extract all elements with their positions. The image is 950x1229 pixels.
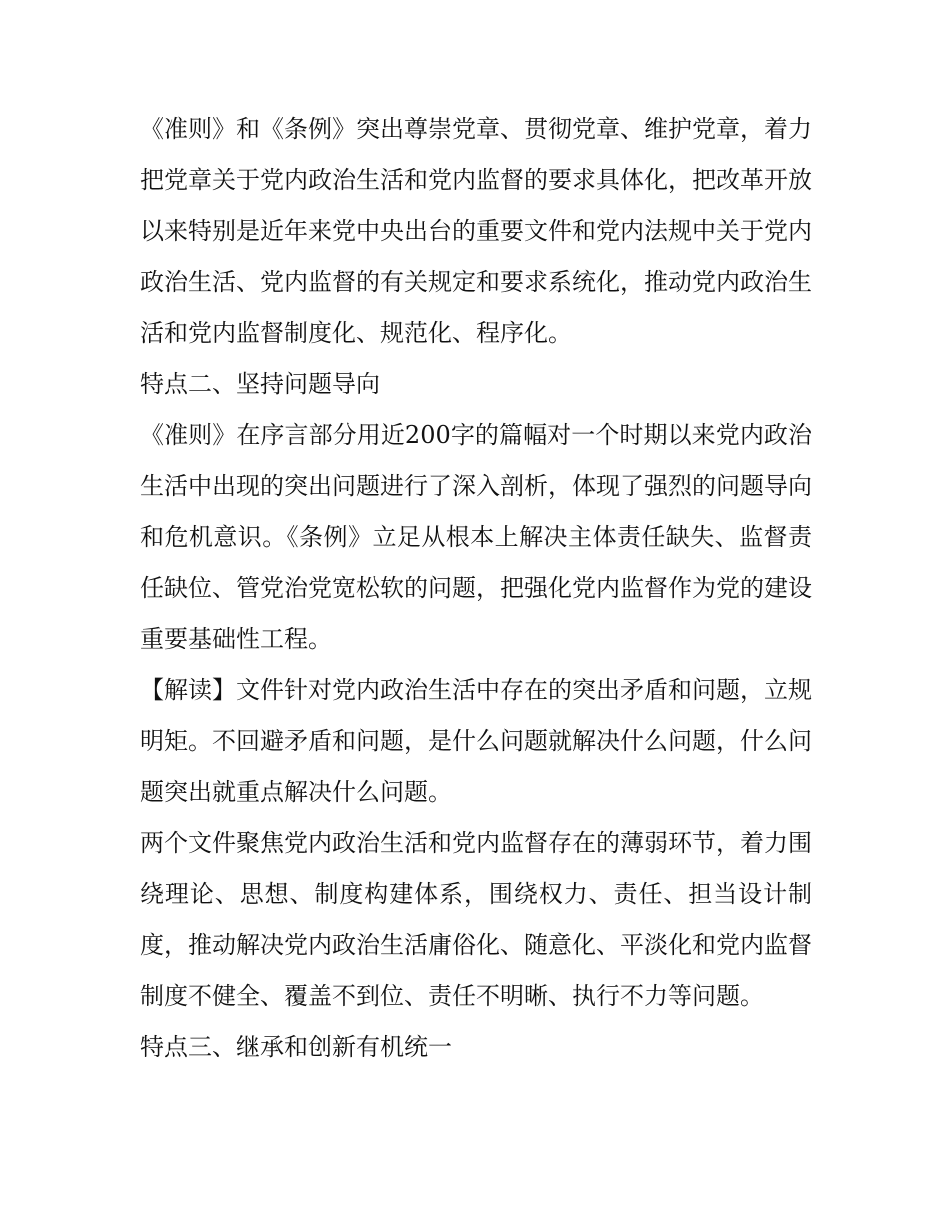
- section-heading-point-two: 特点二、坚持问题导向: [140, 370, 380, 398]
- paragraph-interpretation: 【解读】文件针对党内政治生活中存在的突出矛盾和问题，立规明矩。不回避矛盾和问题，是什么问题就解决什么问题，什么问题突出就重点解决什么问题。: [140, 676, 812, 806]
- section-heading-point-three: 特点三、继承和创新有机统一: [140, 1033, 452, 1061]
- document-body: [140, 104, 812, 1073]
- paragraph-problem-orientation: 《准则》在序言部分用近200字的篇幅对一个时期以来党内政治生活中出现的突出问题进行了深入剖析，体现了强烈的问题导向和危机意识。《条例》立足从根本上解决主体责任缺失、监督责任缺位、管党治党宽松软的问题，把强化党内监督作为党的建设重要基础性工程。: [140, 421, 812, 653]
- paragraph-constitution: 《准则》和《条例》突出尊崇党章、贯彻党章、维护党章，着力把党章关于党内政治生活和党内监督的要求具体化，把改革开放以来特别是近年来党中央出台的重要文件和党内法规中关于党内政治生活、党内监督的有关规定和要求系统化，推动党内政治生活和党内监督制度化、规范化、程序化。: [140, 115, 812, 347]
- paragraph-weak-links: 两个文件聚焦党内政治生活和党内监督存在的薄弱环节，着力围绕理论、思想、制度构建体系，围绕权力、责任、担当设计制度，推动解决党内政治生活庸俗化、随意化、平淡化和党内监督制度不健全、覆盖不到位、责任不明晰、执行不力等问题。: [140, 829, 812, 1010]
